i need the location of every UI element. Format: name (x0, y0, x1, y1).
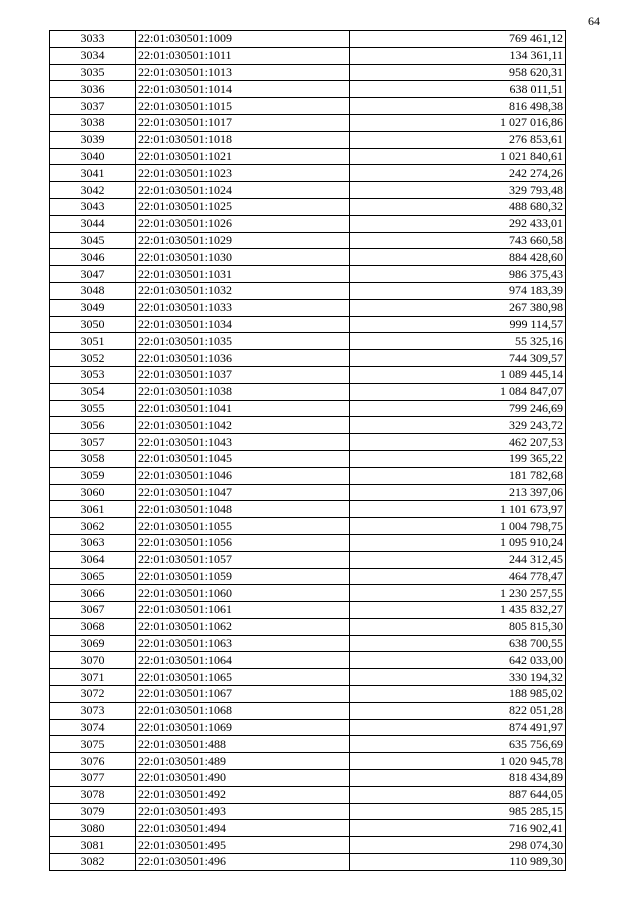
row-number-cell: 3050 (50, 316, 136, 333)
table-row (50, 770, 566, 787)
row-number-cell: 3065 (50, 568, 136, 585)
cadastral-number-cell: 22:01:030501:1068 (136, 702, 350, 719)
cadastral-number-cell: 22:01:030501:1043 (136, 434, 350, 451)
cadastral-number-cell: 22:01:030501:1064 (136, 652, 350, 669)
table-row (50, 165, 566, 182)
table-row (50, 484, 566, 501)
cadastral-number-cell: 22:01:030501:1055 (136, 518, 350, 535)
row-number-cell: 3037 (50, 98, 136, 115)
row-number-cell: 3057 (50, 434, 136, 451)
row-number-cell: 3048 (50, 282, 136, 299)
row-number-cell: 3035 (50, 64, 136, 81)
cadastral-value-cell: 1 230 257,55 (350, 585, 566, 602)
table-row (50, 266, 566, 283)
row-number-cell: 3068 (50, 618, 136, 635)
cadastral-number-cell: 22:01:030501:1061 (136, 602, 350, 619)
cadastral-number-cell: 22:01:030501:1017 (136, 114, 350, 131)
row-number-cell: 3040 (50, 148, 136, 165)
row-number-cell: 3067 (50, 602, 136, 619)
table-row (50, 786, 566, 803)
cadastral-number-cell: 22:01:030501:1048 (136, 501, 350, 518)
row-number-cell: 3074 (50, 719, 136, 736)
cadastral-number-cell: 22:01:030501:1063 (136, 635, 350, 652)
cadastral-number-cell: 22:01:030501:1009 (136, 31, 350, 48)
row-number-cell: 3062 (50, 518, 136, 535)
table-row (50, 467, 566, 484)
cadastral-value-cell: 292 433,01 (350, 215, 566, 232)
table-row (50, 98, 566, 115)
row-number-cell: 3060 (50, 484, 136, 501)
cadastral-number-cell: 22:01:030501:1029 (136, 232, 350, 249)
row-number-cell: 3076 (50, 753, 136, 770)
cadastral-number-cell: 22:01:030501:1069 (136, 719, 350, 736)
cadastral-number-cell: 22:01:030501:495 (136, 837, 350, 854)
table-body (50, 31, 566, 871)
table-row (50, 719, 566, 736)
cadastral-value-cell: 1 435 832,27 (350, 602, 566, 619)
table-row (50, 114, 566, 131)
table-row (50, 366, 566, 383)
cadastral-number-cell: 22:01:030501:1032 (136, 282, 350, 299)
row-number-cell: 3071 (50, 669, 136, 686)
row-number-cell: 3073 (50, 702, 136, 719)
cadastral-number-cell: 22:01:030501:1026 (136, 215, 350, 232)
cadastral-number-cell: 22:01:030501:490 (136, 770, 350, 787)
table-row (50, 182, 566, 199)
table-row (50, 64, 566, 81)
row-number-cell: 3061 (50, 501, 136, 518)
row-number-cell: 3033 (50, 31, 136, 48)
row-number-cell: 3038 (50, 114, 136, 131)
cadastral-value-cell: 986 375,43 (350, 266, 566, 283)
cadastral-number-cell: 22:01:030501:1047 (136, 484, 350, 501)
cadastral-number-cell: 22:01:030501:1023 (136, 165, 350, 182)
row-number-cell: 3056 (50, 417, 136, 434)
cadastral-value-cell: 462 207,53 (350, 434, 566, 451)
cadastral-number-cell: 22:01:030501:1062 (136, 618, 350, 635)
cadastral-value-cell: 181 782,68 (350, 467, 566, 484)
row-number-cell: 3080 (50, 820, 136, 837)
row-number-cell: 3051 (50, 333, 136, 350)
table-row (50, 316, 566, 333)
row-number-cell: 3054 (50, 383, 136, 400)
cadastral-value-cell: 638 011,51 (350, 81, 566, 98)
row-number-cell: 3077 (50, 770, 136, 787)
table-row (50, 31, 566, 48)
cadastral-value-cell: 134 361,11 (350, 47, 566, 64)
cadastral-number-cell: 22:01:030501:1042 (136, 417, 350, 434)
table-row (50, 585, 566, 602)
cadastral-value-cell: 1 084 847,07 (350, 383, 566, 400)
cadastral-number-cell: 22:01:030501:1011 (136, 47, 350, 64)
table-row (50, 148, 566, 165)
cadastral-value-cell: 298 074,30 (350, 837, 566, 854)
cadastral-value-cell: 267 380,98 (350, 299, 566, 316)
cadastral-value-cell: 822 051,28 (350, 702, 566, 719)
table-row (50, 400, 566, 417)
cadastral-number-cell: 22:01:030501:1041 (136, 400, 350, 417)
table-row (50, 282, 566, 299)
table-row (50, 131, 566, 148)
row-number-cell: 3044 (50, 215, 136, 232)
row-number-cell: 3045 (50, 232, 136, 249)
cadastral-number-cell: 22:01:030501:1025 (136, 198, 350, 215)
cadastral-number-cell: 22:01:030501:492 (136, 786, 350, 803)
row-number-cell: 3066 (50, 585, 136, 602)
table-row (50, 736, 566, 753)
row-number-cell: 3081 (50, 837, 136, 854)
cadastral-number-cell: 22:01:030501:1035 (136, 333, 350, 350)
cadastral-value-cell: 1 095 910,24 (350, 534, 566, 551)
table-row (50, 568, 566, 585)
row-number-cell: 3075 (50, 736, 136, 753)
table-row (50, 232, 566, 249)
page-number: 64 (588, 14, 600, 28)
row-number-cell: 3052 (50, 350, 136, 367)
cadastral-value-cell: 1 021 840,61 (350, 148, 566, 165)
cadastral-number-cell: 22:01:030501:1056 (136, 534, 350, 551)
cadastral-value-cell: 799 246,69 (350, 400, 566, 417)
cadastral-value-table (49, 30, 566, 871)
cadastral-value-cell: 985 285,15 (350, 803, 566, 820)
cadastral-value-cell: 638 700,55 (350, 635, 566, 652)
cadastral-number-cell: 22:01:030501:1024 (136, 182, 350, 199)
cadastral-number-cell: 22:01:030501:1030 (136, 249, 350, 266)
table-row (50, 652, 566, 669)
table-row (50, 215, 566, 232)
cadastral-number-cell: 22:01:030501:1045 (136, 450, 350, 467)
row-number-cell: 3034 (50, 47, 136, 64)
cadastral-number-cell: 22:01:030501:1015 (136, 98, 350, 115)
row-number-cell: 3036 (50, 81, 136, 98)
cadastral-value-cell: 743 660,58 (350, 232, 566, 249)
row-number-cell: 3047 (50, 266, 136, 283)
cadastral-value-cell: 716 902,41 (350, 820, 566, 837)
table-row (50, 249, 566, 266)
cadastral-number-cell: 22:01:030501:493 (136, 803, 350, 820)
row-number-cell: 3046 (50, 249, 136, 266)
table-row (50, 820, 566, 837)
cadastral-number-cell: 22:01:030501:494 (136, 820, 350, 837)
cadastral-number-cell: 22:01:030501:1013 (136, 64, 350, 81)
cadastral-value-cell: 1 020 945,78 (350, 753, 566, 770)
table-row (50, 333, 566, 350)
cadastral-number-cell: 22:01:030501:1065 (136, 669, 350, 686)
table-row (50, 803, 566, 820)
cadastral-value-cell: 884 428,60 (350, 249, 566, 266)
cadastral-value-cell: 1 004 798,75 (350, 518, 566, 535)
cadastral-value-cell: 1 027 016,86 (350, 114, 566, 131)
table-row (50, 602, 566, 619)
table-row (50, 434, 566, 451)
cadastral-number-cell: 22:01:030501:1037 (136, 366, 350, 383)
row-number-cell: 3053 (50, 366, 136, 383)
cadastral-number-cell: 22:01:030501:1014 (136, 81, 350, 98)
row-number-cell: 3079 (50, 803, 136, 820)
cadastral-value-cell: 329 793,48 (350, 182, 566, 199)
table-row (50, 501, 566, 518)
cadastral-number-cell: 22:01:030501:1021 (136, 148, 350, 165)
table-row (50, 837, 566, 854)
cadastral-number-cell: 22:01:030501:1038 (136, 383, 350, 400)
cadastral-value-cell: 635 756,69 (350, 736, 566, 753)
cadastral-number-cell: 22:01:030501:488 (136, 736, 350, 753)
row-number-cell: 3059 (50, 467, 136, 484)
table-row (50, 47, 566, 64)
cadastral-number-cell: 22:01:030501:1033 (136, 299, 350, 316)
row-number-cell: 3072 (50, 686, 136, 703)
table-row (50, 635, 566, 652)
cadastral-number-cell: 22:01:030501:1067 (136, 686, 350, 703)
cadastral-value-cell: 769 461,12 (350, 31, 566, 48)
row-number-cell: 3039 (50, 131, 136, 148)
cadastral-value-cell: 330 194,32 (350, 669, 566, 686)
cadastral-value-cell: 958 620,31 (350, 64, 566, 81)
cadastral-number-cell: 22:01:030501:496 (136, 854, 350, 871)
table-row (50, 350, 566, 367)
table-row (50, 81, 566, 98)
table-row (50, 383, 566, 400)
cadastral-number-cell: 22:01:030501:1031 (136, 266, 350, 283)
row-number-cell: 3049 (50, 299, 136, 316)
cadastral-value-cell: 1 101 673,97 (350, 501, 566, 518)
cadastral-value-cell: 887 644,05 (350, 786, 566, 803)
table-row (50, 534, 566, 551)
cadastral-value-cell: 199 365,22 (350, 450, 566, 467)
cadastral-number-cell: 22:01:030501:1034 (136, 316, 350, 333)
cadastral-value-cell: 642 033,00 (350, 652, 566, 669)
table-row (50, 618, 566, 635)
cadastral-value-cell: 213 397,06 (350, 484, 566, 501)
cadastral-number-cell: 22:01:030501:1060 (136, 585, 350, 602)
row-number-cell: 3082 (50, 854, 136, 871)
table-row (50, 686, 566, 703)
table-row (50, 518, 566, 535)
cadastral-number-cell: 22:01:030501:1036 (136, 350, 350, 367)
table-row (50, 702, 566, 719)
cadastral-value-cell: 55 325,16 (350, 333, 566, 350)
row-number-cell: 3055 (50, 400, 136, 417)
table-row (50, 551, 566, 568)
cadastral-value-cell: 242 274,26 (350, 165, 566, 182)
cadastral-value-cell: 110 989,30 (350, 854, 566, 871)
cadastral-value-cell: 818 434,89 (350, 770, 566, 787)
row-number-cell: 3043 (50, 198, 136, 215)
cadastral-value-cell: 1 089 445,14 (350, 366, 566, 383)
cadastral-value-cell: 999 114,57 (350, 316, 566, 333)
row-number-cell: 3063 (50, 534, 136, 551)
cadastral-number-cell: 22:01:030501:1059 (136, 568, 350, 585)
table-row (50, 753, 566, 770)
row-number-cell: 3070 (50, 652, 136, 669)
row-number-cell: 3069 (50, 635, 136, 652)
table-row (50, 854, 566, 871)
cadastral-value-cell: 744 309,57 (350, 350, 566, 367)
table-row (50, 450, 566, 467)
cadastral-value-cell: 488 680,32 (350, 198, 566, 215)
table-row (50, 669, 566, 686)
cadastral-value-cell: 816 498,38 (350, 98, 566, 115)
row-number-cell: 3042 (50, 182, 136, 199)
row-number-cell: 3078 (50, 786, 136, 803)
cadastral-value-cell: 805 815,30 (350, 618, 566, 635)
table-row (50, 198, 566, 215)
cadastral-number-cell: 22:01:030501:1057 (136, 551, 350, 568)
row-number-cell: 3064 (50, 551, 136, 568)
cadastral-number-cell: 22:01:030501:489 (136, 753, 350, 770)
table-row (50, 299, 566, 316)
cadastral-number-cell: 22:01:030501:1018 (136, 131, 350, 148)
cadastral-value-cell: 244 312,45 (350, 551, 566, 568)
cadastral-value-cell: 329 243,72 (350, 417, 566, 434)
cadastral-value-cell: 276 853,61 (350, 131, 566, 148)
row-number-cell: 3041 (50, 165, 136, 182)
cadastral-value-cell: 464 778,47 (350, 568, 566, 585)
cadastral-value-cell: 188 985,02 (350, 686, 566, 703)
cadastral-value-cell: 974 183,39 (350, 282, 566, 299)
cadastral-value-cell: 874 491,97 (350, 719, 566, 736)
row-number-cell: 3058 (50, 450, 136, 467)
cadastral-number-cell: 22:01:030501:1046 (136, 467, 350, 484)
table-row (50, 417, 566, 434)
